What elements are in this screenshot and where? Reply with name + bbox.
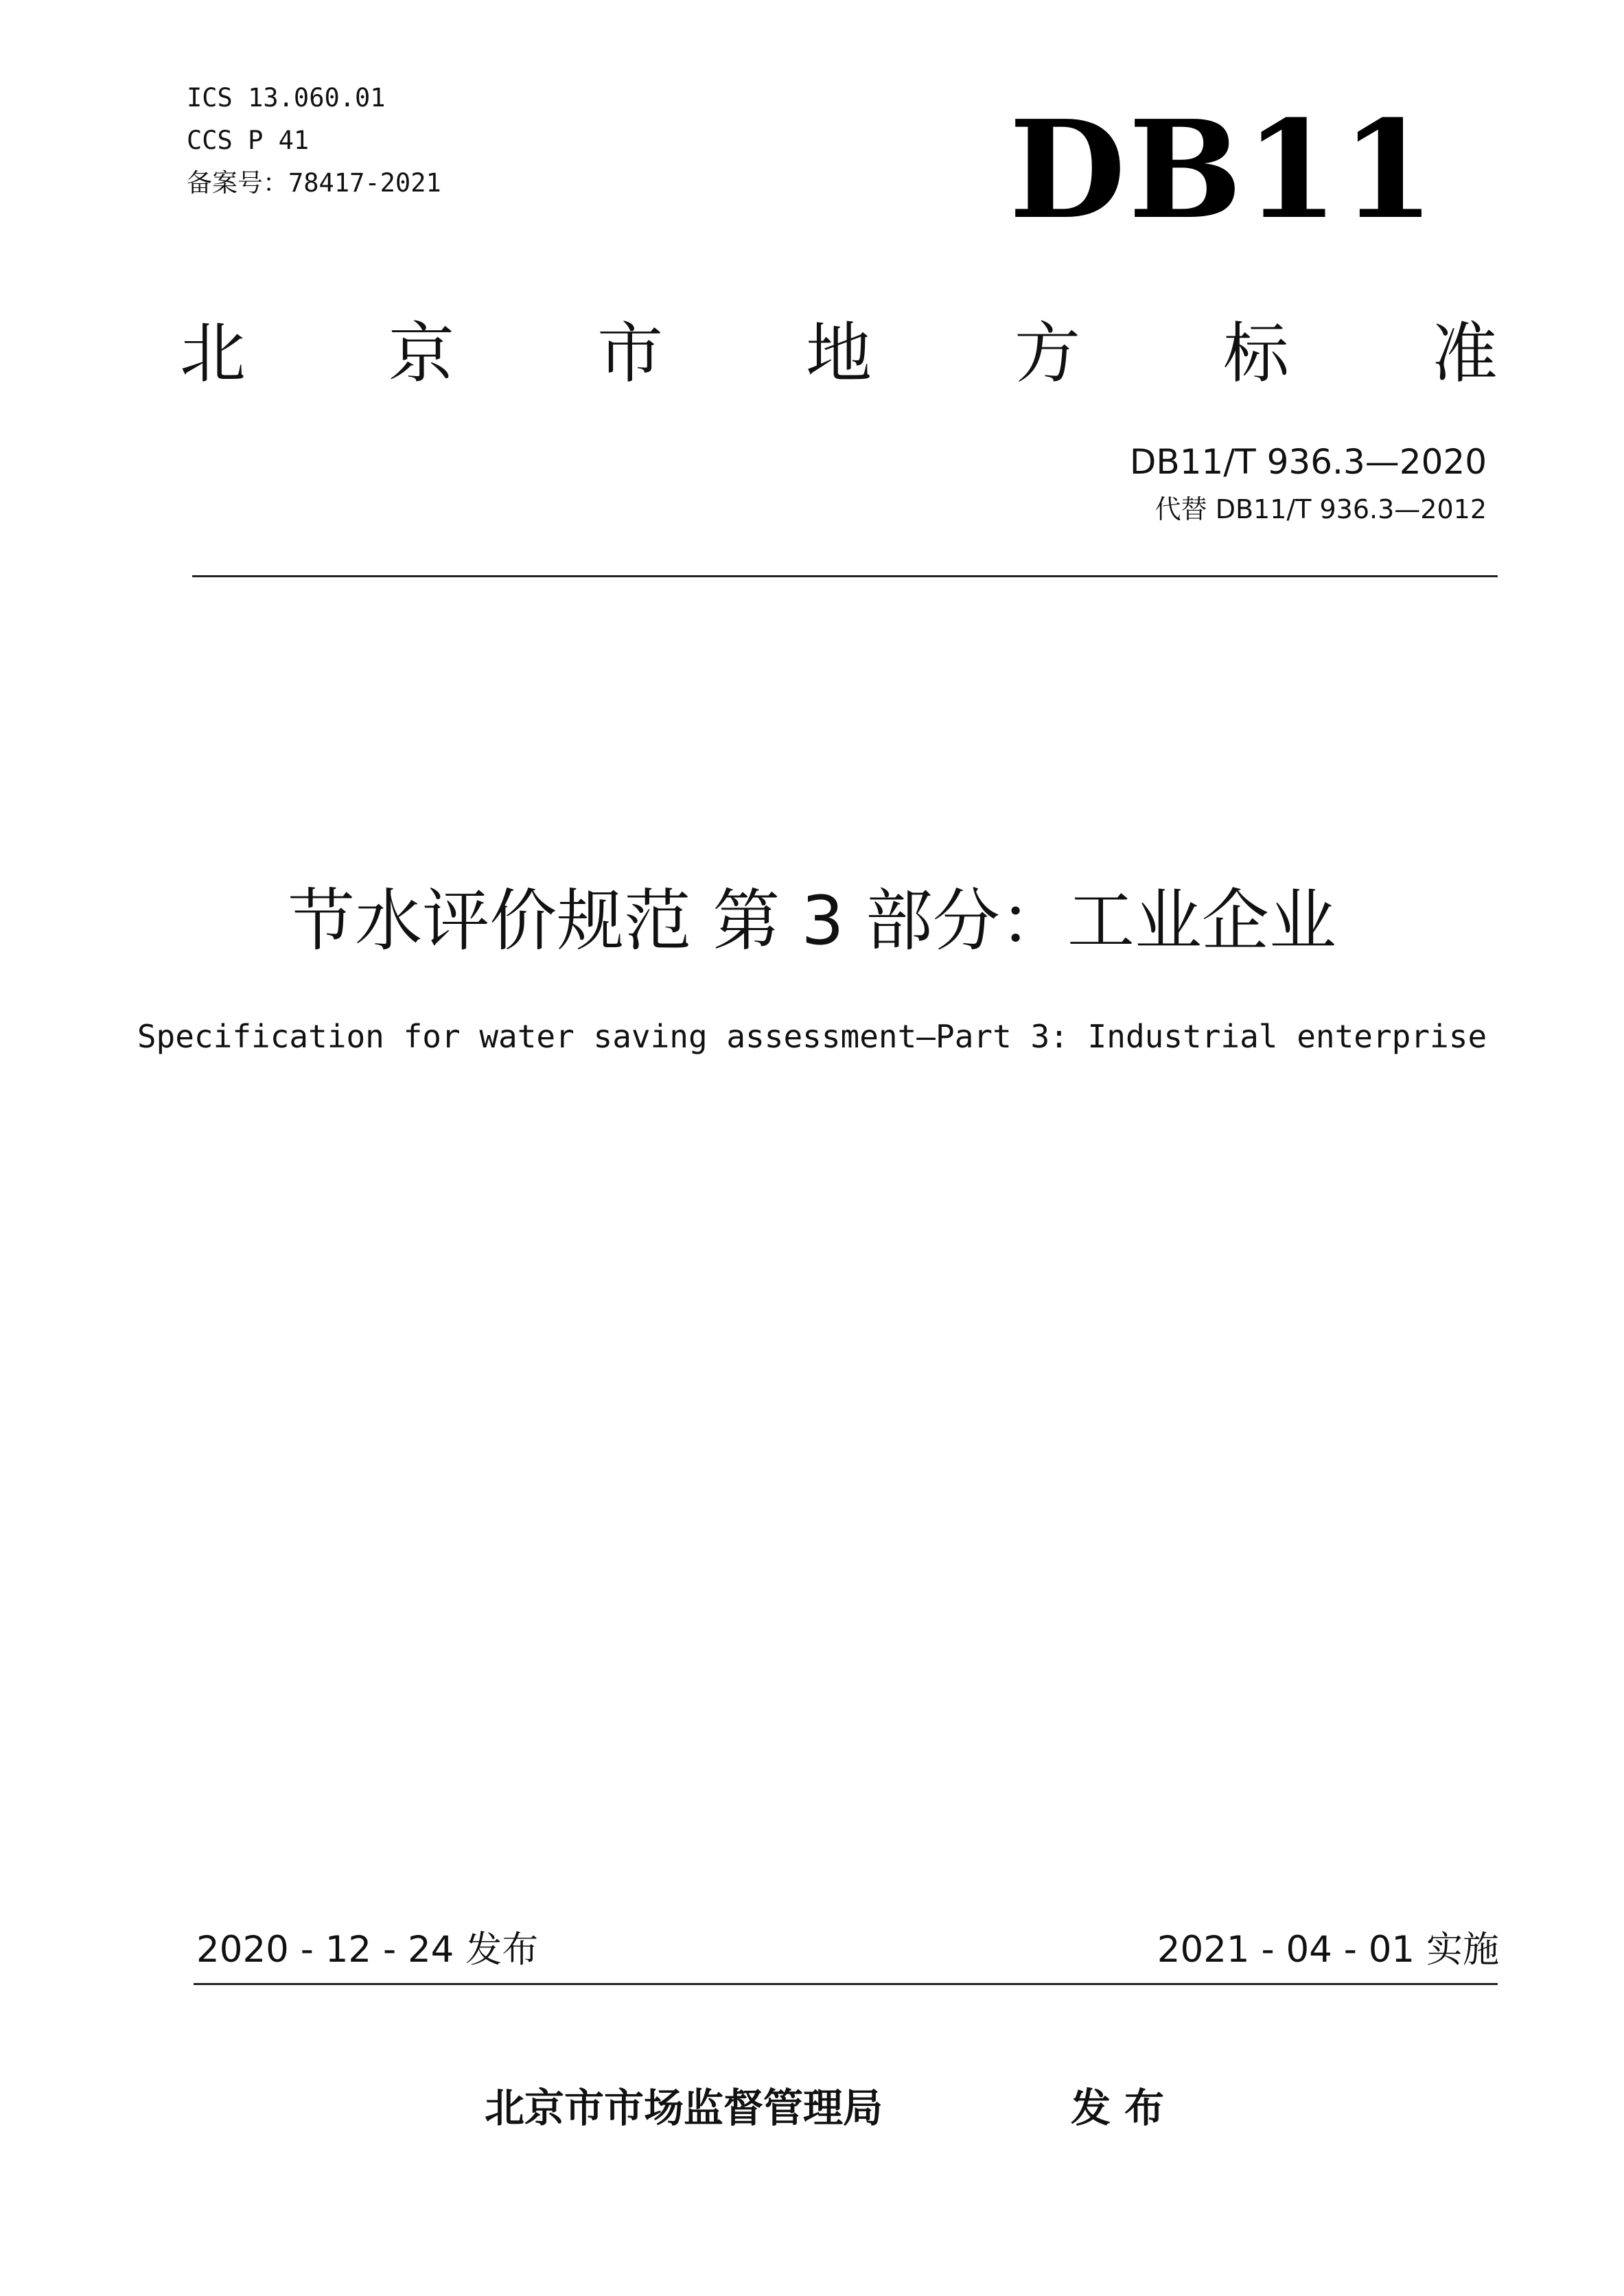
classification-block (187, 77, 441, 205)
standard-type-char: 标 (1223, 315, 1289, 392)
ics-code: ICS 13.060.01 (187, 83, 386, 113)
standard-type-char: 准 (1432, 315, 1498, 392)
footer-divider (194, 1983, 1498, 1985)
standard-type-char: 京 (388, 315, 454, 392)
db11-logo: DB11 (1009, 91, 1438, 249)
document-title-zh: 节水评价规范 第 3 部分：工业企业 (288, 882, 1336, 960)
implementation-date: 2021 - 04 - 01 实施 (1157, 1929, 1499, 1971)
standard-type-char: 方 (1014, 315, 1080, 392)
header-divider (192, 575, 1498, 577)
filing-number: 备案号：78417-2021 (187, 168, 441, 198)
standard-number: DB11/T 936.3—2020 (1129, 442, 1487, 482)
replaces-standard: 代替 DB11/T 936.3—2012 (1155, 494, 1487, 524)
ccs-code: CCS P 41 (187, 126, 310, 155)
publish-label: 发布 (1071, 2085, 1179, 2131)
issue-date: 2020 - 12 - 24 发布 (196, 1929, 539, 1971)
document-title-en: Specification for water saving assessment—Part 3: Industrial enterprise (137, 1018, 1487, 1055)
standard-type-char: 市 (597, 315, 663, 392)
standard-type-char: 地 (806, 315, 872, 392)
standard-type-char: 北 (180, 315, 246, 392)
publisher-name: 北京市市场监督管理局 (485, 2085, 883, 2131)
standard-type-heading (180, 316, 1498, 391)
